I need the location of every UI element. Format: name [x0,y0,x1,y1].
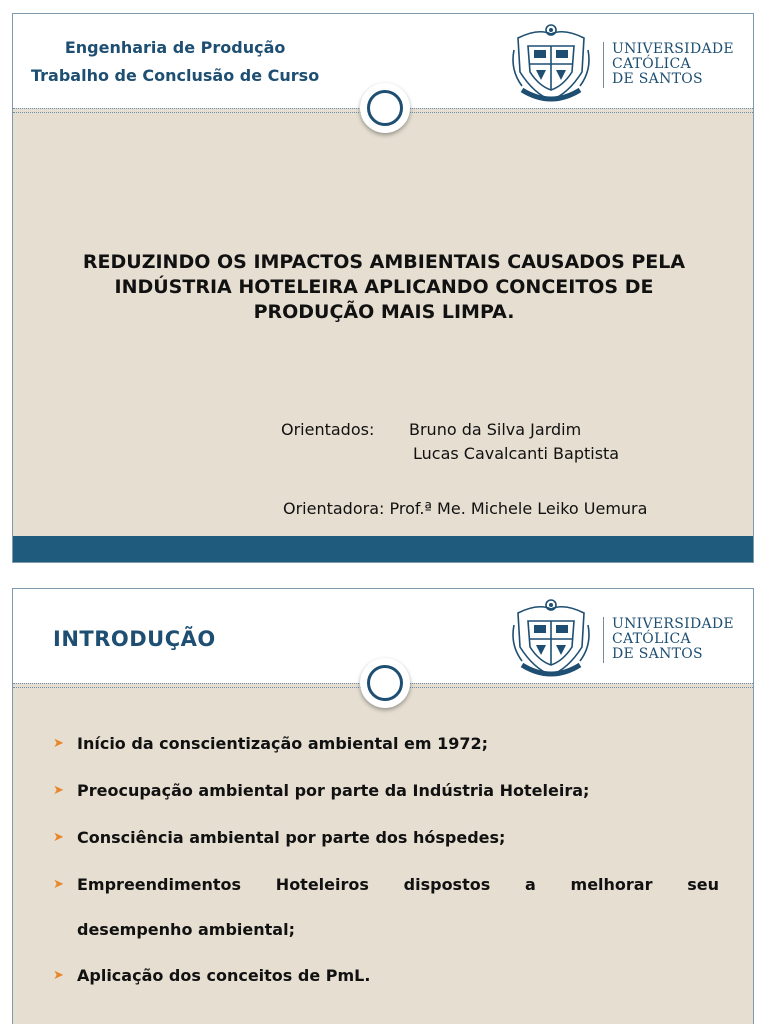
university-name [612,617,734,662]
author-name: Lucas Cavalcanti Baptista [413,444,620,463]
chevron-right-icon: ➤ [53,736,64,751]
circle-ornament-icon [360,658,410,708]
footer-band [13,536,753,562]
title-line: REDUZINDO OS IMPACTOS AMBIENTAIS CAUSADOS PELA [82,251,686,273]
chevron-right-icon: ➤ [53,968,64,983]
title-line: PRODUÇÃO MAIS LIMPA. [253,301,515,323]
authors-block [13,14,754,563]
chevron-right-icon: ➤ [53,783,64,798]
chevron-right-icon: ➤ [53,877,64,892]
chevron-right-icon: ➤ [53,830,64,845]
logo-line-3: DE SANTOS [612,71,703,87]
university-logo [508,595,748,681]
orientados-label: Orientados: [281,420,375,439]
course-type: Trabalho de Conclusão de Curso [31,66,320,85]
logo-line-2: CATÓLICA [612,56,691,72]
section-title: INTRODUÇÃO [53,627,216,651]
title-line: INDÚSTRIA HOTELEIRA APLICANDO CONCEITOS DE [114,276,654,298]
title-slide [12,13,754,563]
logo-divider [603,617,604,663]
logo-line-1: UNIVERSIDADE [612,41,734,57]
logo-line-3: DE SANTOS [612,646,703,662]
author-name: Bruno da Silva Jardim [409,420,582,439]
logo-line-2: CATÓLICA [612,631,691,647]
course-name: Engenharia de Produção [64,38,286,57]
university-crest-icon [508,595,594,681]
advisor-line: Orientadora: Prof.ª Me. Michele Leiko Uemura [283,499,648,518]
intro-slide: INTRODUÇÃO UNIVERSIDADE CATÓLICA DE SANTOS ➤ Início da conscientização ambiental em 1972; ➤ Preocupação ambiental por parte da Indústria Hoteleira; ➤ Consciência ambiental por parte dos hóspedes; ➤ Empreendimentos Hoteleiros dispostos a melhorar seu desempenho ambiental; ➤ Aplicação dos conceitos de PmL. [12,588,754,1024]
logo-line-1: UNIVERSIDADE [612,616,734,632]
